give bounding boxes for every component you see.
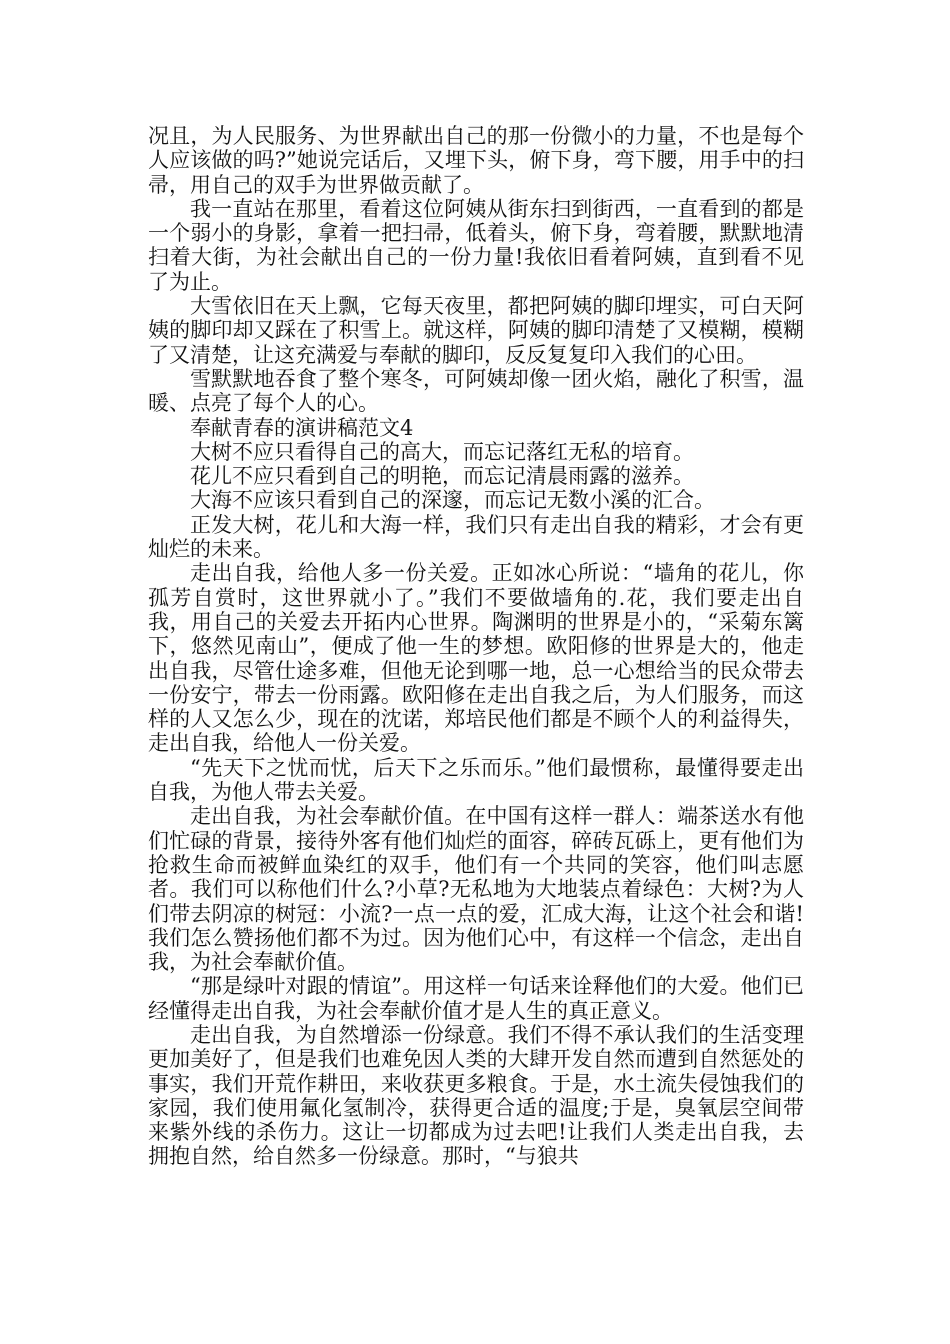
paragraph: “那是绿叶对跟的情谊”。用这样一句话来诠释他们的大爱。他们已经懂得走出自我，为社会奉献价值才是人生的真正意义。 bbox=[148, 974, 804, 1023]
paragraph: “先天下之忧而忧，后天下之乐而乐。”他们最惯称，最懂得要走出自我，为他人带去关爱。 bbox=[148, 755, 804, 805]
paragraph: 大树不应只看得自己的高大，而忘记落红无私的培育。 bbox=[190, 439, 694, 464]
paragraph: 正发大树，花儿和大海一样，我们只有走出自我的精彩，才会有更灿烂的未来。 bbox=[148, 512, 804, 562]
paragraph: 走出自我，给他人多一份关爱。正如冰心所说：“墙角的花儿，你孤芳自赏时，这世界就小了。”我们不要做墙角的.花，我们要走出自我，用自己的关爱去开拓内心世界。陶渊明的世界是小的，“采菊东篱下，悠然见南山”，便成了他一生的梦想。欧阳修的世界是大的，他走出自我，尽管仕途多难，但他无论到哪一地，总一心想给当的民众带去一份安宁，带去一份雨露。欧阳修在走出自我之后，为人们服务，而这样的人又怎么少，现在的沈诺，郑培民他们都是不顾个人的利益得失，走出自我，给他人一份关爱。 bbox=[148, 561, 804, 756]
paragraph: 花儿不应只看到自己的明艳，而忘记清晨雨露的滋养。 bbox=[190, 464, 694, 489]
paragraph: 走出自我，为社会奉献价值。在中国有这样一群人：端茶送水有他们忙碌的背景，接待外客有他们灿烂的面容，碎砖瓦砾上，更有他们为抢救生命而被鲜血染红的双手，他们有一个共同的笑容，他们叫志愿者。我们可以称他们什么?小草?无私地为大地装点着绿色：大树?为人们带去阴凉的树冠：小流?一点一点的爱，汇成大海，让这个社会和谐!我们怎么赞扬他们都不为过。因为他们心中，有这样一个信念，走出自我，为社会奉献价值。 bbox=[148, 804, 804, 975]
section-title: 奉献青春的演讲稿范文4 bbox=[190, 415, 414, 440]
paragraph: 大雪依旧在天上飘，它每天夜里，都把阿姨的脚印埋实，可白天阿姨的脚印却又踩在了积雪上。就这样，阿姨的脚印清楚了又模糊，模糊了又清楚，让这充满爱与奉献的脚印，反反复复印入我们的心田。 bbox=[148, 294, 804, 367]
paragraph: 走出自我，为自然增添一份绿意。我们不得不承认我们的生活变理更加美好了，但是我们也难免因人类的大肆开发自然而遭到自然惩处的事实，我们开荒作耕田，来收获更多粮食。于是，水土流失侵蚀我们的家园，我们使用氟化氢制冷，获得更合适的温度;于是，臭氧层空间带来紫外线的杀伤力。这让一切都成为过去吧!让我们人类走出自我，去拥抱自然，给自然多一份绿意。那时，“与狼共 bbox=[148, 1022, 804, 1169]
paragraph: 况且，为人民服务、为世界献出自己的那一份微小的力量，不也是每个人应该做的吗?”她说完话后，又埋下头，俯下身，弯下腰，用手中的扫帚，用自己的双手为世界做贡献了。 bbox=[148, 124, 804, 197]
paragraph: 我一直站在那里，看着这位阿姨从街东扫到街西，一直看到的都是一个弱小的身影，拿着一把扫帚，低着头，俯下身，弯着腰，默默地清扫着大街，为社会献出自己的一份力量!我依旧看着阿姨，直到看不见了为止。 bbox=[148, 196, 804, 294]
document-body bbox=[148, 124, 804, 1169]
paragraph: 雪默默地吞食了整个寒冬，可阿姨却像一团火焰，融化了积雪，温暖、点亮了每个人的心。 bbox=[148, 366, 804, 416]
paragraph: 大海不应该只看到自己的深邃，而忘记无数小溪的汇合。 bbox=[190, 488, 715, 513]
